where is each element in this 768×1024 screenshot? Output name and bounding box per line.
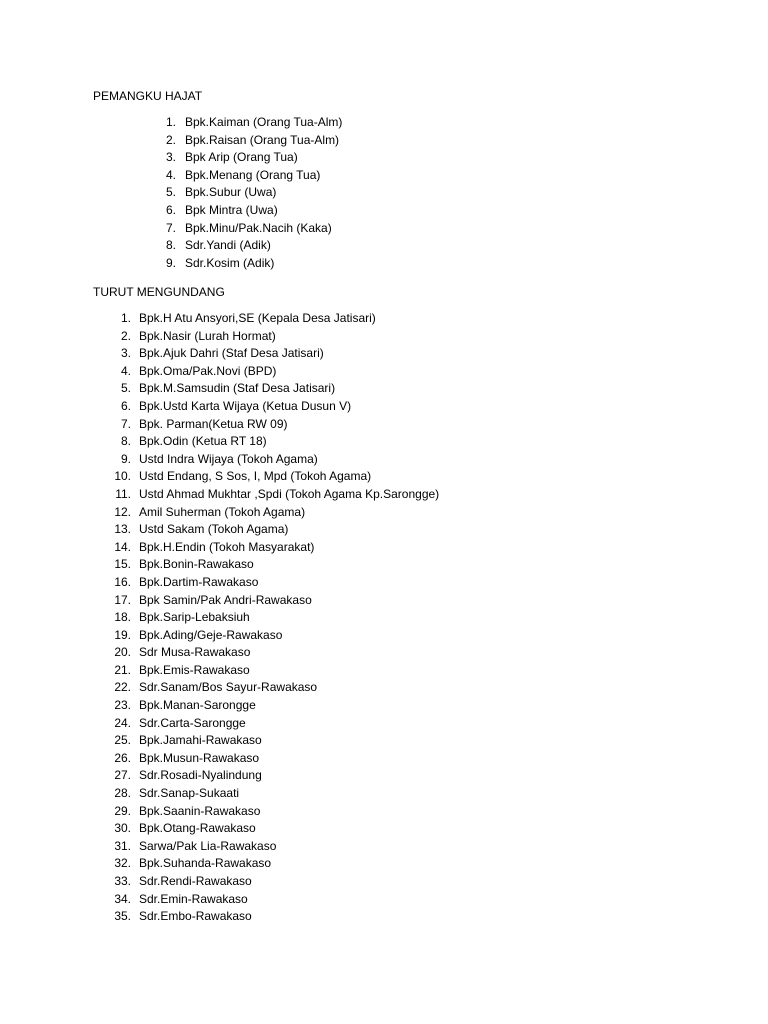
list-item-text: Sdr.Kosim (Adik) xyxy=(185,255,275,270)
list-item-number: 8. xyxy=(165,238,176,253)
list-item-number: 10. xyxy=(114,469,131,484)
list-item-text: Bpk.Bonin-Rawakaso xyxy=(139,557,254,572)
list-item-number: 35. xyxy=(114,909,131,924)
list-item-text: Bpk.Ustd Karta Wijaya (Ketua Dusun V) xyxy=(139,398,352,413)
list-item-number: 34. xyxy=(114,891,131,906)
list-item-number: 23. xyxy=(114,698,131,713)
list-item-text: Bpk.Subur (Uwa) xyxy=(185,185,277,200)
list-item-text: Bpk Samin/Pak Andri-Rawakaso xyxy=(139,592,312,607)
list-item-number: 17. xyxy=(114,592,131,607)
list-item-text: Sdr.Rosadi-Nyalindung xyxy=(139,768,262,783)
list-item-number: 7. xyxy=(120,416,131,431)
list-item-number: 29. xyxy=(114,803,131,818)
list-item-number: 3. xyxy=(165,150,176,165)
list-item-number: 32. xyxy=(114,856,131,871)
list-item-text: Bpk.Saanin-Rawakaso xyxy=(139,803,261,818)
section-heading-pemangku-hajat: PEMANGKU HAJAT xyxy=(93,89,203,103)
list-item-text: Sdr.Yandi (Adik) xyxy=(185,238,271,253)
list-item-number: 3. xyxy=(120,346,131,361)
list-item-number: 27. xyxy=(114,768,131,783)
list-item-text: Sarwa/Pak Lia-Rawakaso xyxy=(139,838,277,853)
list-item-number: 1. xyxy=(120,311,131,325)
list-item-text: Bpk.Dartim-Rawakaso xyxy=(139,574,259,589)
list-item-number: 20. xyxy=(114,645,131,660)
list-item-number: 6. xyxy=(165,202,176,217)
list-item-number: 1. xyxy=(165,115,176,129)
list-item-text: Ustd Indra Wijaya (Tokoh Agama) xyxy=(139,451,318,466)
list-item-number: 15. xyxy=(114,557,131,572)
list-item-number: 26. xyxy=(114,750,131,765)
list-item-number: 7. xyxy=(165,220,176,235)
list-item-text: Amil Suherman (Tokoh Agama) xyxy=(139,504,306,519)
list-item-number: 31. xyxy=(114,838,131,853)
list-item-number: 4. xyxy=(165,167,176,182)
list-item-text: Bpk.Musun-Rawakaso xyxy=(139,750,260,765)
list-item-text: Bpk.Oma/Pak.Novi (BPD) xyxy=(139,363,277,378)
list-item-number: 18. xyxy=(114,610,131,625)
list-item-text: Bpk.Nasir (Lurah Hormat) xyxy=(139,328,276,343)
list-item-text: Bpk.Ajuk Dahri (Staf Desa Jatisari) xyxy=(139,346,324,361)
list-item-number: 5. xyxy=(165,185,176,200)
list-item-text: Bpk. Parman(Ketua RW 09) xyxy=(139,416,288,431)
list-item-number: 2. xyxy=(165,132,176,147)
list-item-text: Ustd Endang, S Sos, I, Mpd (Tokoh Agama) xyxy=(139,469,372,484)
list-item-text: Bpk.M.Samsudin (Staf Desa Jatisari) xyxy=(139,381,336,396)
list-item-number: 9. xyxy=(120,451,131,466)
list-item-text: Sdr.Rendi-Rawakaso xyxy=(139,874,252,888)
list-item-text: Bpk.Otang-Rawakaso xyxy=(139,821,256,836)
list-item-number: 5. xyxy=(120,381,131,396)
list-item-text: Bpk.Minu/Pak.Nacih (Kaka) xyxy=(185,220,332,235)
list-item-number: 22. xyxy=(114,680,131,695)
list-item-number: 9. xyxy=(165,255,176,270)
list-item-text: Bpk.Suhanda-Rawakaso xyxy=(139,856,272,871)
list-item-text: Ustd Ahmad Mukhtar ,Spdi (Tokoh Agama Kp.Sarongge) xyxy=(139,486,440,501)
list-item-number: 4. xyxy=(120,363,131,378)
list-item-text: Sdr.Sanap-Sukaati xyxy=(139,786,240,801)
list-item-number: 33. xyxy=(114,874,131,888)
list-item-number: 12. xyxy=(114,504,131,519)
list-item-text: Bpk.Sarip-Lebaksiuh xyxy=(139,610,250,625)
list-item-text: Sdr.Embo-Rawakaso xyxy=(139,909,252,924)
list-item-number: 30. xyxy=(114,821,131,836)
list-item-number: 21. xyxy=(114,662,131,677)
list-item-text: Bpk Mintra (Uwa) xyxy=(185,202,278,217)
list-item-text: Ustd Sakam (Tokoh Agama) xyxy=(139,522,289,537)
list-item-text: Sdr.Emin-Rawakaso xyxy=(139,891,248,906)
list-item-text: Sdr.Sanam/Bos Sayur-Rawakaso xyxy=(139,680,318,695)
list-item-text: Bpk.Emis-Rawakaso xyxy=(139,662,250,677)
list-item-text: Sdr.Carta-Sarongge xyxy=(139,715,246,730)
list-item-text: Bpk.Jamahi-Rawakaso xyxy=(139,733,262,748)
list-item-number: 24. xyxy=(114,715,131,730)
list-item-text: Bpk.H.Endin (Tokoh Masyarakat) xyxy=(139,539,315,554)
section-heading-turut-mengundang: TURUT MENGUNDANG xyxy=(93,285,225,299)
list-item-text: Bpk.Odin (Ketua RT 18) xyxy=(139,434,267,449)
list-item-text: Sdr Musa-Rawakaso xyxy=(139,645,251,660)
list-item-number: 6. xyxy=(120,398,131,413)
list-item-text: Bpk.Ading/Geje-Rawakaso xyxy=(139,627,283,642)
list-item-text: Bpk.Manan-Sarongge xyxy=(139,698,256,713)
list-item-number: 2. xyxy=(120,328,131,343)
list-item-text: Bpk.Menang (Orang Tua) xyxy=(185,167,321,182)
list-item-text: Bpk.H Atu Ansyori,SE (Kepala Desa Jatisari) xyxy=(139,311,376,325)
list-item-number: 14. xyxy=(114,539,131,554)
list-item-text: Bpk Arip (Orang Tua) xyxy=(185,150,298,165)
list-item-number: 25. xyxy=(114,733,131,748)
list-item-number: 19. xyxy=(114,627,131,642)
list-item-number: 16. xyxy=(114,574,131,589)
list-item-text: Bpk.Kaiman (Orang Tua-Alm) xyxy=(185,115,343,129)
list-item-number: 8. xyxy=(120,434,131,449)
list-item-text: Bpk.Raisan (Orang Tua-Alm) xyxy=(185,132,340,147)
list-item-number: 13. xyxy=(114,522,131,537)
list-item-number: 11. xyxy=(115,486,131,501)
list-item-number: 28. xyxy=(114,786,131,801)
